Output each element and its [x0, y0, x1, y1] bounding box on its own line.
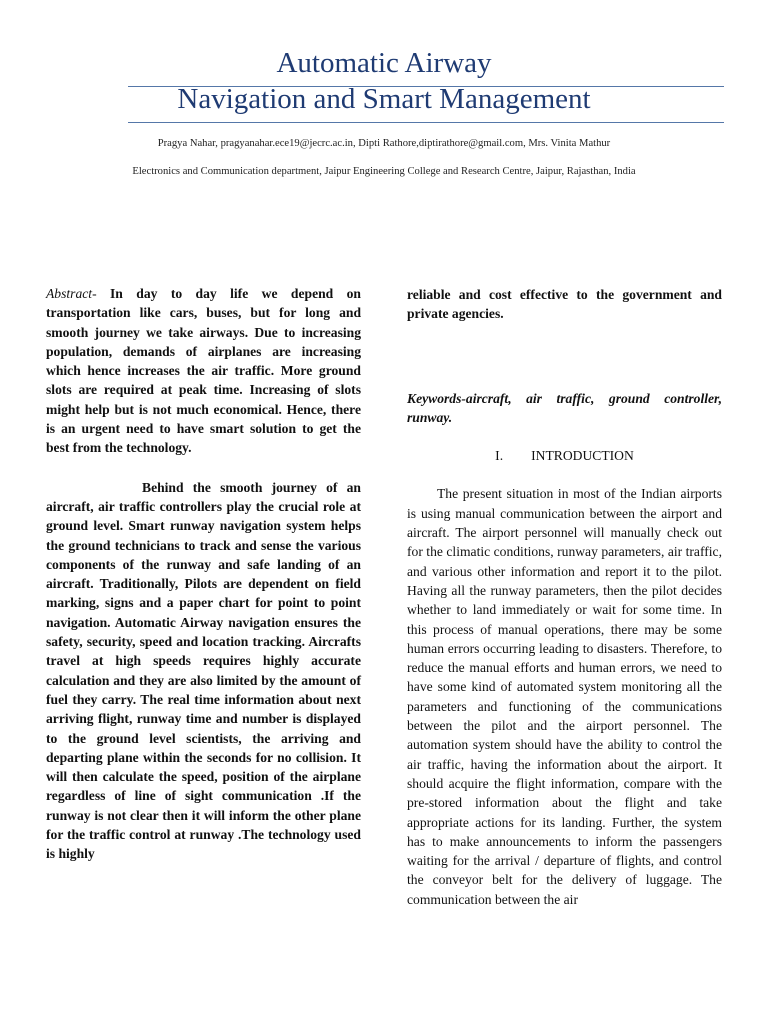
left-column [46, 284, 361, 864]
title-line-1: Automatic Airway [276, 47, 492, 79]
abstract-paragraph-2: Behind the smooth journey of an aircraft, air traffic controllers play the crucial role at ground level. Smart runway navigation system helps the ground technicians to track and sense the various components of the runway and safe landing of an aircraft. Traditionally, Pilots are dependent on field marking, signs and a paper chart for point to point navigation. Automatic Airway navigation ensures the safety, security, speed and location tracking. Aircrafts travel at high speeds requires highly accurate calculation and they are also limited by the amount of fuel they carry. The real time information about next arriving flight, runway time and number is displayed to the ground level scientists, the arriving and departing plane within the seconds for no collision. It will then calculate the speed, position of the airplane regardless of line of sight communication .If the runway is not clear then it will inform the other plane for the traffic control at runway .The technology used is highly [46, 479, 361, 862]
title-divider-bottom [128, 122, 724, 123]
right-column [407, 285, 722, 909]
title-line-2: Navigation and Smart Management [177, 83, 591, 115]
section-heading-introduction [407, 446, 722, 465]
keywords: Keywords-aircraft, air traffic, ground controller, runway. [407, 390, 722, 425]
abstract-continued: reliable and cost effective to the government and private agencies. [407, 287, 722, 322]
abstract-text: In day to day life we depend on transportation like cars, buses, but for long and smooth journey we take airways. Due to increasing population, demands of airplanes are increasing which hence increases the air traffic. More ground slots are required at peak time. Increasing of slots might help but is not much economical. Hence, there is an urgent need to have smart solution to get the best from the technology. [46, 286, 361, 456]
authors-line: Pragya Nahar, pragyanahar.ece19@jecrc.ac.in, Dipti Rathore,diptirathore@gmail.com, Mrs. Vinita Mathur [157, 138, 611, 149]
abstract-paragraph [46, 284, 361, 458]
section-title: INTRODUCTION [531, 448, 634, 464]
abstract-label: Abstract- [46, 286, 97, 301]
introduction-paragraph: The present situation in most of the Indian airports is using manual communication between the airport and aircraft. The airport personnel will manually check out for the climatic conditions, runway parameters, air traffic, and various other information and report it to the pilot. Having all the runway parameters, then the pilot decides whether to land immediately or wait for some time. In this process of manual operations, there may be some human errors occurring leading to disasters. Therefore, to reduce the manual efforts and human errors, we need to have some kind of automated system monitoring all the parameters and functioning of the communications between the pilot and the airport personnel. The automation system should have the ability to control the air traffic, having the information about the airport. It should acquire the flight information, compare with the pre-stored information about the flight and take appropriate actions for its landing. Further, the system has to make announcements to inform the passengers waiting for the arrival / departure of flights, and control the conveyor belt for the delivery of luggage. The communication between the air [407, 486, 722, 907]
section-number: I. [495, 448, 504, 464]
affiliation-line: Electronics and Communication department, Jaipur Engineering College and Research Centre, Jaipur, Rajasthan, India [132, 166, 636, 177]
